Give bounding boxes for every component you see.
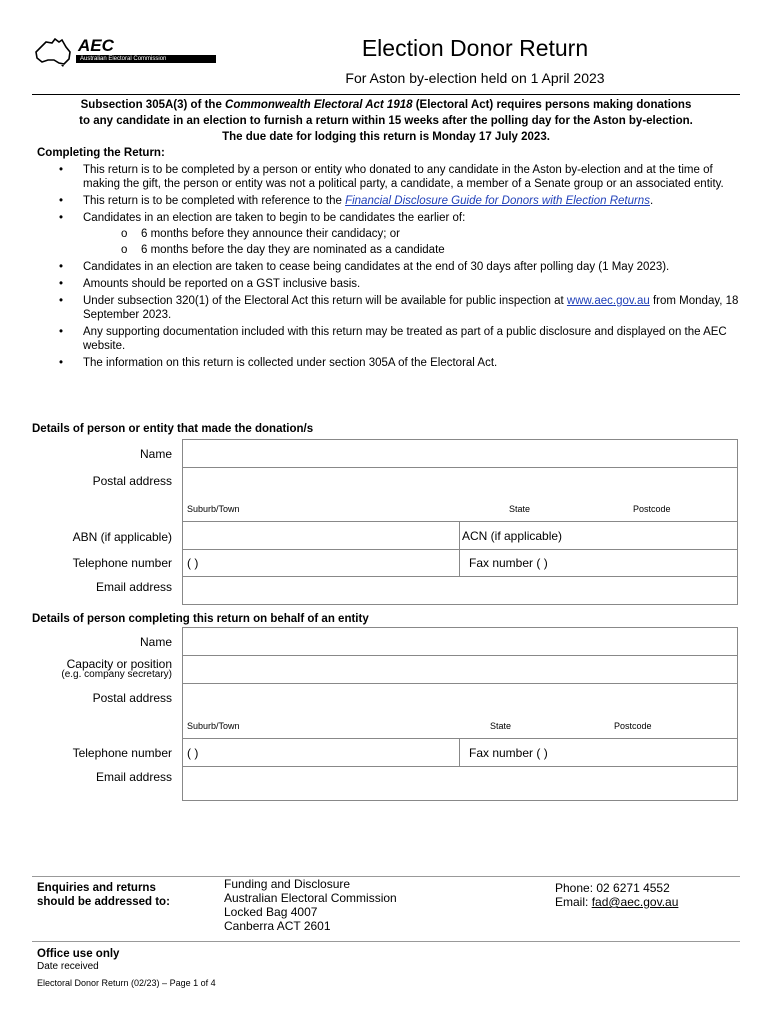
donor-email-field[interactable] <box>182 576 738 605</box>
donor-abn-label: ABN (if applicable) <box>72 530 172 544</box>
intro-line1b: (Electoral Act) requires persons making donations <box>412 99 692 111</box>
enquiries-label-line1: Enquiries and returns <box>37 882 156 894</box>
donor-suburb-label: Suburb/Town <box>187 504 240 514</box>
completer-name-label: Name <box>139 635 172 649</box>
b6-text: Under subsection 320(1) of the Electoral Act this return will be available for public inspection at <box>83 295 567 307</box>
address-line: Australian Electoral Commission <box>224 891 397 905</box>
contact-phone: Phone: 02 6271 4552 <box>555 881 670 895</box>
donor-fax-label: Fax number ( ) <box>469 556 548 570</box>
list-item: • Candidates in an election are taken to cease being candidates at the end of 30 days after polling day (1 May 2023). <box>55 260 740 274</box>
contact-email-label: Email: <box>555 895 592 909</box>
b3-text: Candidates in an election are taken to begin to be candidates the earlier of: <box>83 212 466 224</box>
aec-logo <box>34 36 184 68</box>
australia-map-icon <box>34 38 76 68</box>
completer-postal-label: Postal address <box>92 691 172 705</box>
donor-postcode-label: Postcode <box>633 504 671 514</box>
donor-state-label: State <box>509 504 531 514</box>
contact-email-link[interactable]: fad@aec.gov.au <box>591 895 679 909</box>
completer-suburb-label: Suburb/Town <box>187 721 240 731</box>
logo-abbr: AEC <box>78 36 114 55</box>
sub-list-item: o 6 months before they announce their candidacy; or <box>121 227 740 241</box>
completer-name-field[interactable] <box>182 627 738 656</box>
donor-name-field[interactable] <box>182 439 738 468</box>
enquiries-contact <box>555 881 678 909</box>
completing-heading: Completing the Return: <box>37 147 165 159</box>
donor-name-label: Name <box>139 447 172 461</box>
list-item: • Amounts should be reported on a GST inclusive basis. <box>55 277 740 291</box>
enquiries-label-line2: should be addressed to: <box>37 896 170 908</box>
intro-due-date: The due date for lodging this return is Monday 17 July 2023. <box>222 131 550 143</box>
donor-phone-field[interactable] <box>182 549 460 577</box>
donor-acn-label: ACN (if applicable) <box>462 529 563 543</box>
completer-email-label: Email address <box>95 770 172 784</box>
logo-full-name: Australian Electoral Commission <box>76 55 216 63</box>
header-rule <box>32 94 740 95</box>
list-item <box>55 194 740 208</box>
list-item: • Any supporting documentation included with this return may be treated as part of a public disclosure and displayed on the AEC website. <box>55 325 740 353</box>
enquiries-label <box>37 881 170 909</box>
list-item <box>55 211 740 257</box>
donor-phone-label: Telephone number <box>72 556 172 570</box>
completer-heading: Details of person completing this return on behalf of an entity <box>32 613 369 625</box>
donor-email-label: Email address <box>95 580 172 594</box>
office-heading: Office use only <box>37 948 120 960</box>
intro-text <box>32 97 740 145</box>
completer-phone-paren: ( ) <box>187 746 199 760</box>
list-item: • This return is to be completed by a person or entity who donated to any candidate in the Aston by-election and at the time of making the gift, the person or entity was not a political party, a candidate, a member of a Senate group or an associated entity. <box>55 163 740 191</box>
page-subtitle: For Aston by-election held on 1 April 2023 <box>345 70 605 86</box>
address-line: Canberra ACT 2601 <box>224 919 331 933</box>
completer-capacity-label: Capacity or position <box>66 657 172 671</box>
office-date-received: Date received <box>37 961 99 972</box>
office-rule <box>32 941 740 942</box>
donor-abn-field[interactable] <box>182 521 460 550</box>
instructions-list <box>55 163 740 373</box>
intro-act-name: Commonwealth Electoral Act 1918 <box>225 99 413 111</box>
completer-postal-field[interactable] <box>182 683 738 739</box>
completer-state-label: State <box>490 721 512 731</box>
donor-guide-link[interactable]: Financial Disclosure Guide for Donors with Election Returns <box>345 195 650 207</box>
page-title: Election Donor Return <box>361 35 589 61</box>
aec-website-link[interactable]: www.aec.gov.au <box>566 295 650 307</box>
enquiries-address <box>224 877 397 933</box>
b2-end: . <box>649 195 654 207</box>
donor-heading: Details of person or entity that made the donation/s <box>32 423 314 435</box>
sub-list-item: o 6 months before the day they are nominated as a candidate <box>121 243 740 257</box>
sub-list <box>121 227 740 257</box>
list-item: • The information on this return is collected under section 305A of the Electoral Act. <box>55 356 740 370</box>
list-item <box>55 294 740 322</box>
intro-line2: to any candidate in an election to furnish a return within 15 weeks after the polling day for the Aston by-election. <box>79 115 693 127</box>
page-footer: Electoral Donor Return (02/23) – Page 1 of 4 <box>37 978 216 988</box>
completer-email-field[interactable] <box>182 766 738 801</box>
completer-postcode-label: Postcode <box>614 721 652 731</box>
completer-capacity-field[interactable] <box>182 655 738 684</box>
donor-phone-paren: ( ) <box>187 556 199 570</box>
donor-postal-label: Postal address <box>92 474 172 488</box>
address-line: Locked Bag 4007 <box>224 905 318 919</box>
completer-fax-label: Fax number ( ) <box>469 746 548 760</box>
completer-phone-label: Telephone number <box>72 746 172 760</box>
completer-capacity-example: (e.g. company secretary) <box>61 669 172 680</box>
completer-phone-field[interactable] <box>182 738 460 767</box>
address-line: Funding and Disclosure <box>224 877 351 891</box>
b2-text: This return is to be completed with reference to the <box>83 195 346 207</box>
intro-line1a: Subsection 305A(3) of the <box>80 99 226 111</box>
b6-end: from Monday, 18 September 2023. <box>83 295 739 321</box>
